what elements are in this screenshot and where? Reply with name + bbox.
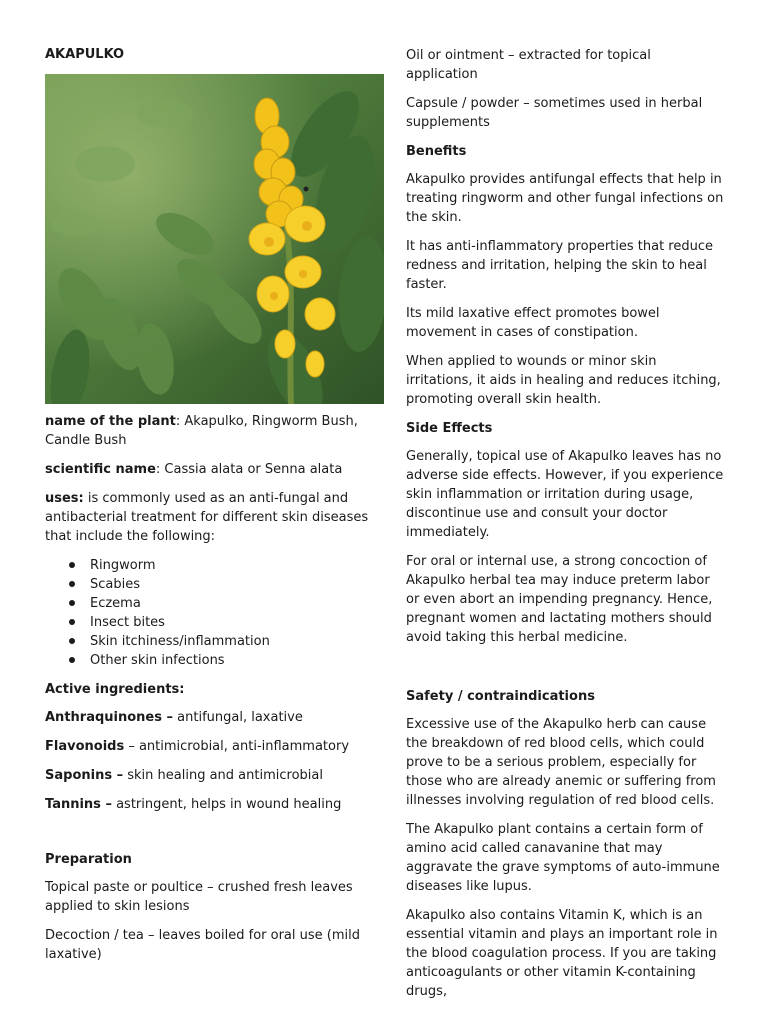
right-column	[406, 46, 726, 1011]
list-item: Ringworm	[90, 556, 385, 575]
safety-item: Akapulko also contains Vitamin K, which is an essential vitamin and plays an important role in the blood coagulation process. If you are taking anticoagulants or other vitamin K-containing drugs,	[406, 908, 718, 999]
preparation-item: Decoction / tea – leaves boiled for oral use (mild laxative)	[45, 928, 360, 962]
uses-list	[45, 556, 385, 670]
benefit-item: Its mild laxative effect promotes bowel movement in cases of constipation.	[406, 306, 660, 340]
plant-name-label: name of the plant	[45, 414, 176, 429]
benefits-heading: Benefits	[406, 144, 467, 159]
ingredient-tannins	[45, 795, 385, 814]
ingredient-label: Flavonoids	[45, 739, 125, 754]
uses-paragraph	[45, 489, 385, 546]
document-title: AKAPULKO	[45, 47, 125, 62]
ingredient-text: – antimicrobial, anti-inflammatory	[124, 739, 350, 754]
side-effect-item: Generally, topical use of Akapulko leaves has no adverse side effects. However, if you experience skin inflammation or irritation during usage, discontinue use and consult your doctor immediately.	[406, 449, 724, 540]
preparation-item: Oil or ointment – extracted for topical application	[406, 48, 651, 82]
ingredient-label: Tannins –	[45, 797, 112, 812]
plant-name-value: : Akapulko, Ringworm Bush, Candle Bush	[45, 414, 358, 448]
scientific-name-paragraph	[45, 460, 385, 479]
preparation-item: Topical paste or poultice – crushed fresh leaves applied to skin lesions	[45, 880, 353, 914]
ingredient-text: astringent, helps in wound healing	[111, 797, 342, 812]
benefit-item: When applied to wounds or minor skin irritations, it aids in healing and reduces itching, promoting overall skin health.	[406, 354, 721, 407]
uses-value: is commonly used as an anti-fungal and antibacterial treatment for different skin diseases that include the following:	[45, 491, 369, 544]
preparation-item: Capsule / powder – sometimes used in herbal supplements	[406, 96, 703, 130]
benefit-item: Akapulko provides antifungal effects that help in treating ringworm and other fungal infections on the skin.	[406, 172, 724, 225]
plant-name-paragraph	[45, 412, 385, 450]
benefit-item: It has anti-inflammatory properties that reduce redness and irritation, helping the skin to heal faster.	[406, 239, 713, 292]
safety-item: Excessive use of the Akapulko herb can cause the breakdown of red blood cells, which could prove to be a serious problem, especially for those who are already anemic or suffering from illnesses involving regulation of red blood cells.	[406, 717, 716, 808]
safety-heading: Safety / contraindications	[406, 689, 595, 704]
spacer	[406, 657, 726, 687]
scientific-name-label: scientific name	[45, 462, 156, 477]
active-ingredients-heading: Active ingredients:	[45, 682, 185, 697]
list-item: Insect bites	[90, 613, 385, 632]
list-item: Eczema	[90, 594, 385, 613]
list-item: Scabies	[90, 575, 385, 594]
left-column	[45, 45, 385, 974]
akapulko-photo	[45, 74, 384, 404]
ingredient-text: skin healing and antimicrobial	[123, 768, 323, 783]
ingredient-label: Saponins –	[45, 768, 124, 783]
ingredient-saponins	[45, 766, 385, 785]
scientific-name-value: : Cassia alata or Senna alata	[155, 462, 343, 477]
ingredient-flavonoids	[45, 737, 385, 756]
side-effect-item: For oral or internal use, a strong concoction of Akapulko herbal tea may induce preterm labor or even abort an impending pregnancy. Hence, pregnant women and lactating mothers should avoid taking this herbal medicine.	[406, 554, 713, 645]
list-item: Skin itchiness/inflammation	[90, 632, 385, 651]
ingredient-anthraquinones	[45, 708, 385, 727]
safety-item: The Akapulko plant contains a certain form of amino acid called canavanine that may aggravate the grave symptoms of auto-immune diseases like lupus.	[406, 822, 720, 894]
ingredient-text: antifungal, laxative	[173, 710, 303, 725]
uses-label: uses:	[45, 491, 84, 506]
ingredient-label: Anthraquinones –	[45, 710, 174, 725]
side-effects-heading: Side Effects	[406, 421, 493, 436]
spacer	[45, 824, 385, 850]
preparation-heading: Preparation	[45, 852, 132, 867]
list-item: Other skin infections	[90, 651, 385, 670]
